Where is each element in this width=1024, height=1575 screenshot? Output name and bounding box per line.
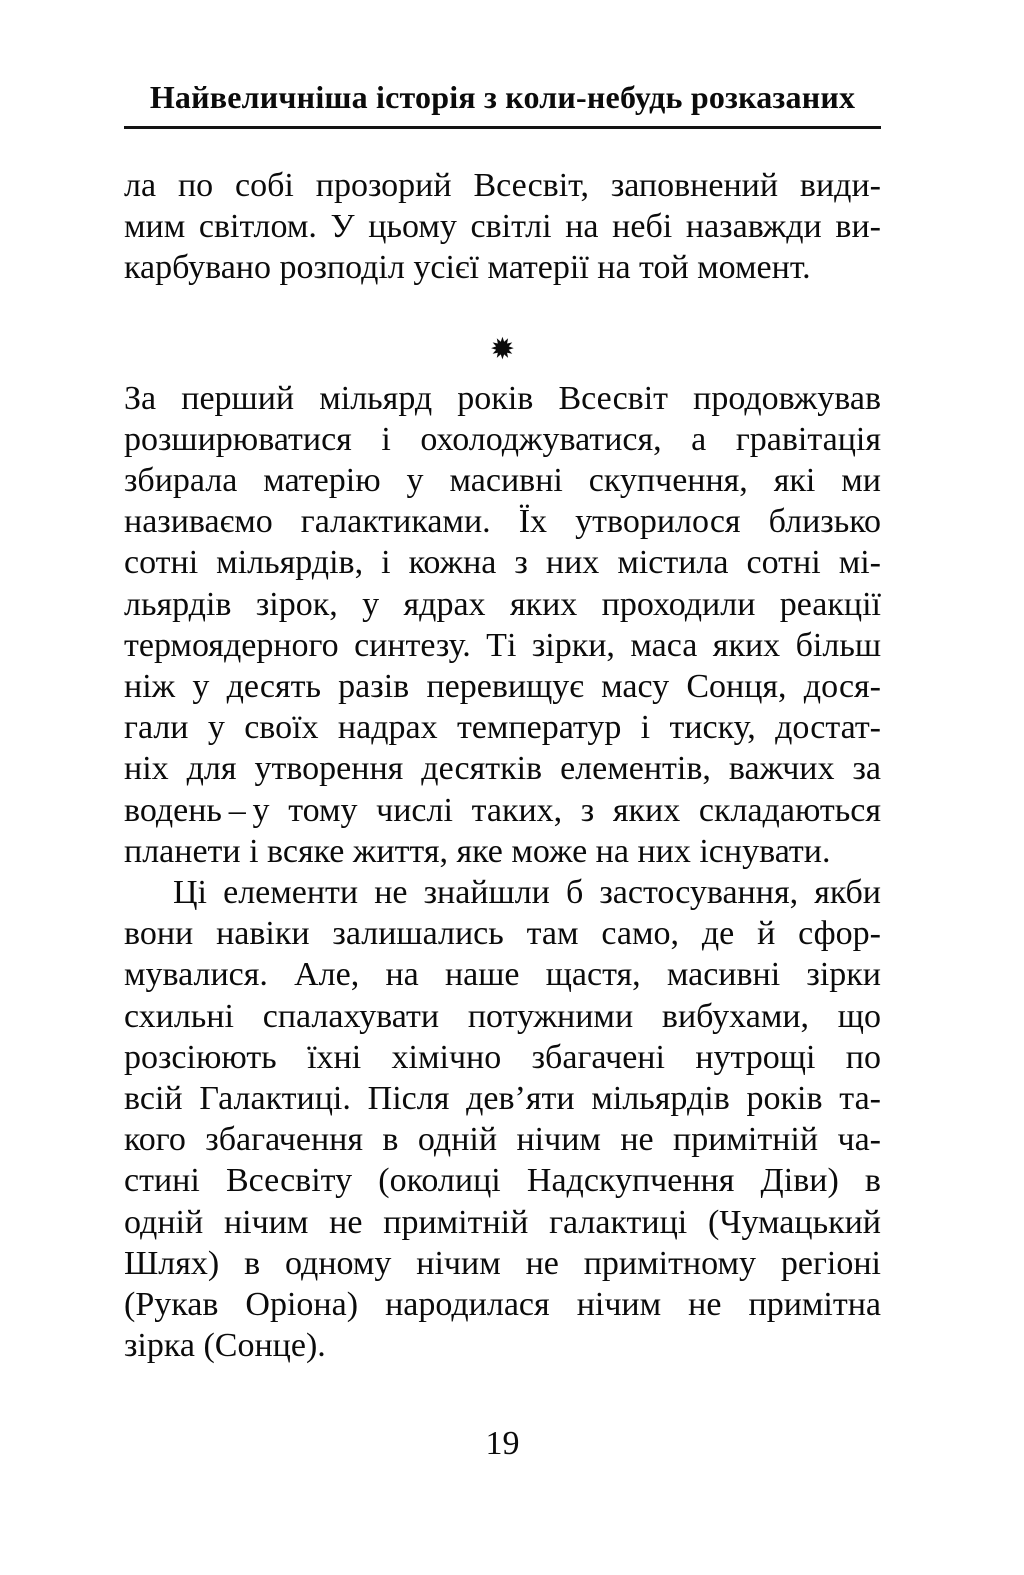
text-line: планети і всяке життя, яке може на них існувати.: [124, 832, 831, 870]
running-header-title: Найвеличніша історія з коли-небудь розказаних: [149, 79, 856, 115]
text-line: термоядерного синтезу. Ті зірки, маса яких більш: [124, 626, 881, 664]
text-line: льярдів зірок, у ядрах яких проходили реакції: [124, 585, 881, 623]
page-footer: [124, 1423, 881, 1464]
text-line: всій Галактиці. Після дев’яти мільярдів років та-: [124, 1080, 881, 1118]
text-line: Шлях) в одному нічим не примітному регіоні: [124, 1244, 881, 1282]
text-line: розсіюють їхні хімічно збагачені нутрощі по: [124, 1038, 881, 1076]
text-line: одній нічим не примітній галактиці (Чумацький: [124, 1203, 881, 1241]
paragraph: [124, 165, 881, 289]
text-line: розширюватися і охолоджуватися, а гравітація: [124, 420, 881, 458]
text-line: Ці елементи не знайшли б застосування, якби: [173, 874, 881, 912]
text-line: називаємо галактиками. Їх утворилося близько: [124, 503, 881, 541]
text-line: мим світлом. У цьому світлі на небі назавжди ви-: [124, 208, 881, 246]
text-line: гали у своїх надрах температур і тиску, достат-: [124, 709, 881, 747]
text-line: (Рукав Оріона) народилася нічим не примітна: [124, 1286, 881, 1324]
text-line: карбувано розподіл усієї матерії на той момент.: [124, 249, 811, 287]
twelve-pointed-star-separator-icon: ✹: [489, 331, 516, 367]
text-line: ніж у десять разів перевищує масу Сонця, дося-: [124, 668, 881, 706]
text-line: збирала матерію у масивні скупчення, які ми: [124, 462, 881, 500]
text-line: мувалися. Але, на наше щастя, масивні зірки: [124, 956, 881, 994]
text-line: сотні мільярдів, і кожна з них містила сотні мі-: [124, 544, 881, 582]
text-line: кого збагачення в одній нічим не примітній ча-: [124, 1121, 881, 1159]
text-line: водень – у тому числі таких, з яких складаються: [124, 791, 881, 829]
text-line: схильні спалахувати потужними вибухами, що: [124, 997, 881, 1035]
text-line: ла по собі прозорий Всесвіт, заповнений види-: [124, 167, 881, 204]
header-rule: [124, 126, 881, 129]
text-line: зірка (Сонце).: [124, 1327, 326, 1365]
page-header: [124, 0, 881, 129]
text-column: [124, 0, 881, 1464]
text-line: вони навіки залишались там само, де й сфор-: [124, 915, 881, 953]
text-line: ніх для утворення десятків елементів, важчих за: [124, 750, 881, 788]
text-line: стині Всесвіту (околиці Надскупчення Діви) в: [124, 1162, 881, 1200]
page-number: 19: [485, 1425, 520, 1463]
paragraph: [124, 872, 881, 1366]
body-text: [124, 165, 881, 1366]
text-line: За перший мільярд років Всесвіт продовжував: [124, 379, 881, 417]
paragraph: [124, 378, 881, 872]
